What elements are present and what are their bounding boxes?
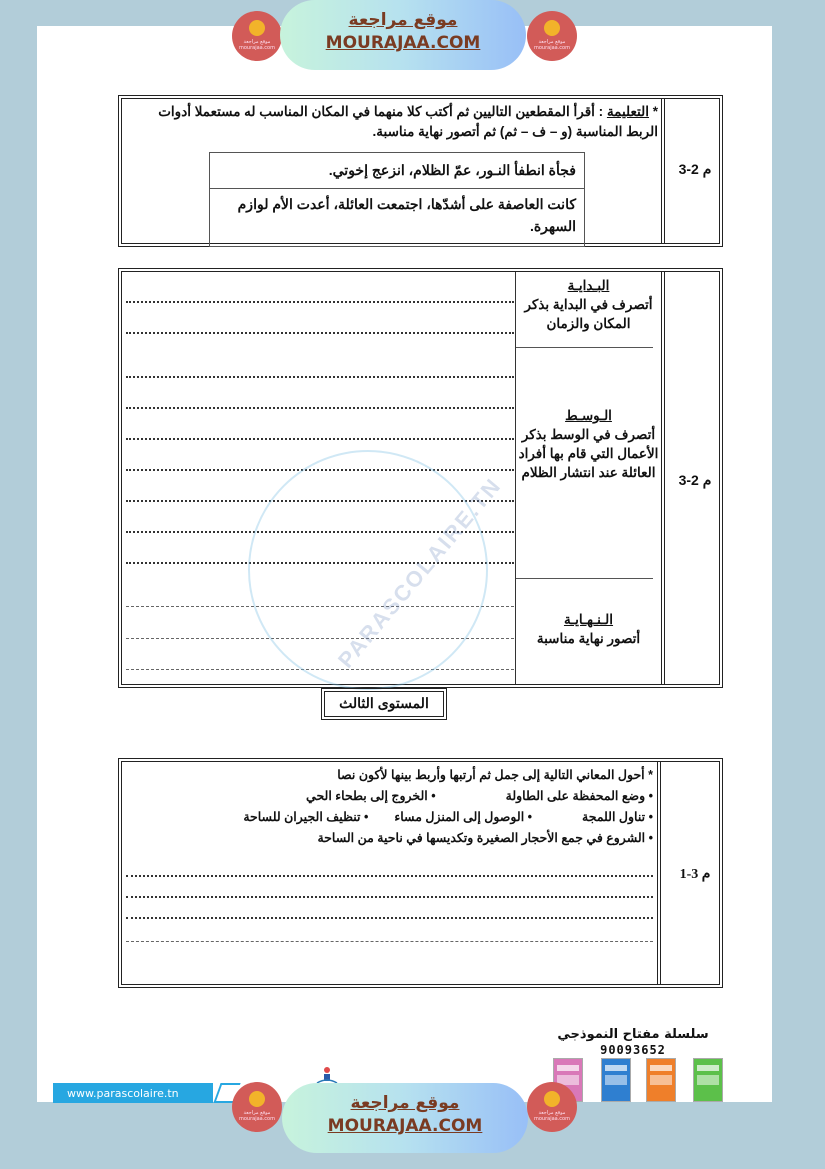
- answer-line[interactable]: [126, 896, 653, 898]
- column-divider: [657, 762, 661, 984]
- passage-1: فجأة انطفأ النـور، عمّ الظلام، انزعج إخوتي.: [328, 162, 576, 178]
- column-divider: [661, 99, 665, 243]
- level-heading: المستوى الثالث: [321, 688, 447, 720]
- mourajaa-badge-right[interactable]: موقع مراجعة mourajaa.com: [527, 11, 577, 61]
- banner-arabic-title: موقع مراجعة: [350, 1093, 460, 1113]
- watermark-text: PARASCOLAIRE.TN: [332, 472, 507, 673]
- parascolaire-link[interactable]: www.parascolaire.tn: [53, 1083, 213, 1103]
- answer-line[interactable]: [126, 941, 653, 942]
- banner-latin-title: MOURAJAA.COM: [325, 33, 481, 53]
- passage-2: كانت العاصفة على أشدّها، اجتمعت العائلة، أعدت الأم لوازم السهرة.: [237, 196, 576, 234]
- series-title: سلسلة مفتاح النموذجي: [557, 1027, 709, 1042]
- section-middle: الـوسـط أتصرف في الوسط بذكر الأعمال التي قام بها أفراد العائلة عند انتشار الظلام: [518, 408, 659, 480]
- criterion-code: م 2-3: [678, 161, 712, 177]
- meaning-item: تنظيف الجيران للساحة: [243, 810, 361, 824]
- book-cover-3: [646, 1058, 676, 1102]
- section-beginning: البـدايـة أتصرف في البداية بذكر المكان والزمان: [524, 278, 653, 331]
- instruction-line: * أحول المعاني التالية إلى جمل ثم أرتبها وأربط بينها لأكون نصا: [337, 768, 653, 782]
- mourajaa-badge-right[interactable]: موقع مراجعة mourajaa.com: [527, 1082, 577, 1132]
- banner-arabic-title: موقع مراجعة: [348, 10, 458, 30]
- exercise-2-table: [118, 268, 723, 688]
- meaning-item: وضع المحفظة على الطاولة: [505, 789, 646, 803]
- book-logo-icon: [544, 1091, 560, 1107]
- instruction-label: التعليمة: [606, 104, 649, 119]
- section-divider: [516, 347, 653, 348]
- exercise-1-table: [118, 95, 723, 247]
- mourajaa-badge-left[interactable]: موقع مراجعة mourajaa.com: [232, 1082, 282, 1132]
- section-divider: [516, 578, 653, 579]
- meaning-item: تناول اللمجة: [582, 810, 646, 824]
- passage-divider: [210, 188, 584, 189]
- section-end: الـنـهـايـة أتصور نهاية مناسبة: [536, 612, 641, 646]
- mourajaa-header-banner[interactable]: [280, 0, 526, 70]
- criterion-code: م 2-3: [678, 472, 712, 488]
- passages-box: [209, 152, 585, 247]
- book-logo-icon: [544, 20, 560, 36]
- meaning-item: الخروج إلى بطحاء الحي: [306, 789, 428, 803]
- series-phone: 90093652: [600, 1043, 666, 1057]
- bullet-row: • تناول اللمجة• الوصول إلى المنزل مساء• تنظيف الجيران للساحة: [243, 810, 653, 824]
- mourajaa-badge-left[interactable]: موقع مراجعة mourajaa.com: [232, 11, 282, 61]
- answer-line[interactable]: [126, 376, 514, 378]
- answer-line[interactable]: [126, 332, 514, 334]
- mourajaa-footer-banner[interactable]: [282, 1083, 528, 1153]
- answer-line[interactable]: [126, 407, 514, 409]
- banner-latin-title: MOURAJAA.COM: [327, 1116, 483, 1136]
- answer-line[interactable]: [126, 301, 514, 303]
- book-logo-icon: [249, 1091, 265, 1107]
- bullet-row: • وضع المحفظة على الطاولة• الخروج إلى بطحاء الحي: [306, 789, 653, 803]
- meaning-item: الوصول إلى المنزل مساء: [394, 810, 525, 824]
- exercise-3-table: [118, 758, 723, 988]
- book-logo-icon: [249, 20, 265, 36]
- column-divider: [661, 272, 665, 684]
- criterion-code: م 3-1: [679, 867, 711, 882]
- book-cover-4: [693, 1058, 723, 1102]
- answer-line[interactable]: [126, 562, 514, 564]
- answer-line[interactable]: [126, 469, 514, 471]
- answer-line[interactable]: [126, 438, 514, 440]
- book-cover-2: [601, 1058, 631, 1102]
- answer-line[interactable]: [126, 917, 653, 919]
- exercise-3-instructions: [128, 765, 653, 849]
- answer-line[interactable]: [126, 669, 514, 670]
- answer-line[interactable]: [126, 606, 514, 607]
- answer-line[interactable]: [126, 875, 653, 877]
- meaning-item: الشروع في جمع الأحجار الصغيرة وتكديسها في ناحية من الساحة: [317, 831, 646, 845]
- bullet-row: • الشروع في جمع الأحجار الصغيرة وتكديسها في ناحية من الساحة: [317, 831, 653, 845]
- answer-line[interactable]: [126, 638, 514, 639]
- instruction-text: * التعليمة : أقرأ المقطعين التاليين ثم أكتب كلا منهما في المكان المناسب له مستعملا أدوات الربط المناسبة (و – ف – ثم) ثم أتصور نهاية مناسبة.: [158, 104, 658, 139]
- answer-line[interactable]: [126, 500, 514, 502]
